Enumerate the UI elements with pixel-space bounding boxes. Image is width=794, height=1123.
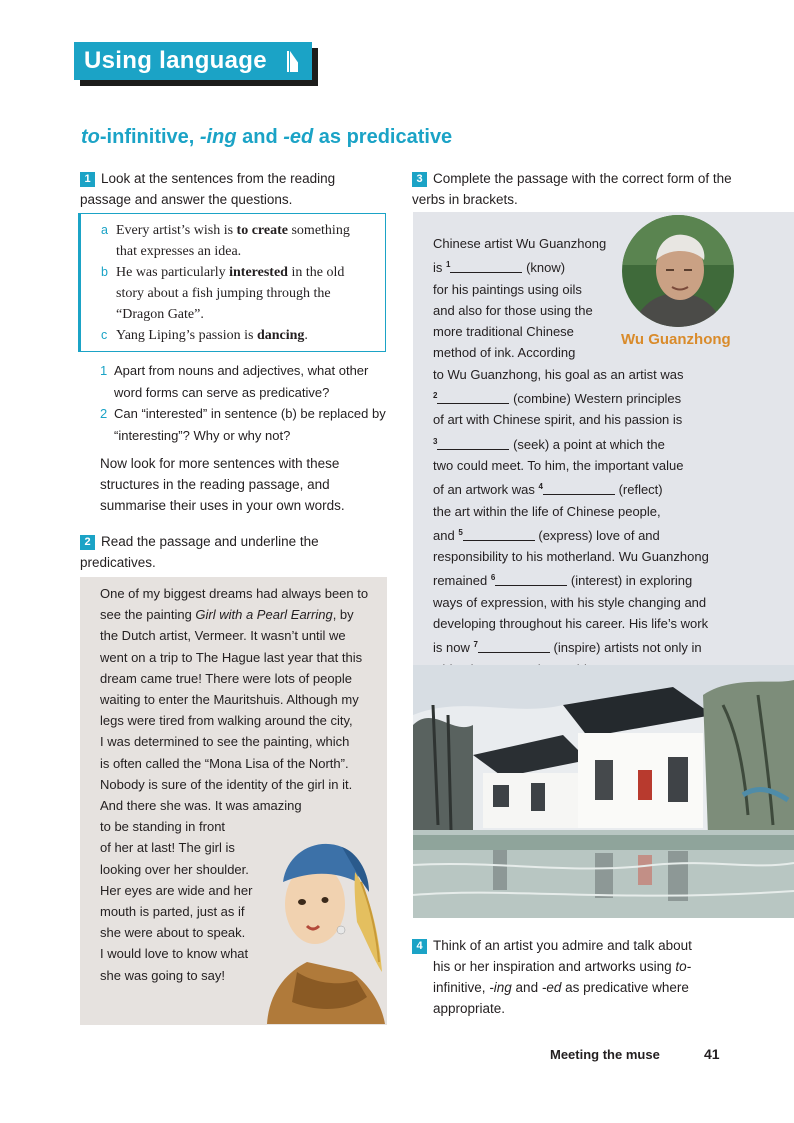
passage-line: dream came true! There were lots of people: [100, 670, 352, 686]
verb-hint: (combine) Western principles: [509, 391, 682, 407]
question-2: [100, 403, 390, 446]
line-part: remained: [433, 573, 491, 589]
title-ed: -ed: [283, 126, 314, 148]
task-4-italic: to-: [675, 959, 692, 974]
task-1-questions: [100, 360, 390, 446]
passage-line: [433, 522, 729, 546]
example-a: [99, 220, 373, 262]
answer-blank-5[interactable]: [463, 529, 535, 541]
passage-line: she were about to speak.: [100, 925, 246, 941]
blank-number: 6: [490, 573, 496, 583]
passage-line: One of my biggest dreams had always been to: [100, 586, 369, 601]
passage-line-part: see the painting: [100, 607, 196, 623]
task-4-text: as predicative where: [561, 980, 689, 995]
passage-line: more traditional Chinese: [433, 324, 574, 340]
example-text: something that expresses an idea.: [116, 223, 350, 259]
task-4-text: Think of an artist you admire and talk about: [433, 938, 692, 953]
task-3-text: Complete the passage with the correct form of the verbs in brackets.: [412, 171, 732, 207]
task-3-number: 3: [412, 172, 427, 187]
grammar-topic-title: [81, 126, 452, 149]
example-letter: b: [101, 265, 108, 279]
question-1: [100, 360, 390, 403]
answer-blank-4[interactable]: [543, 483, 615, 495]
verb-hint: (inspire) artists not only in: [549, 640, 702, 656]
passage-line: waiting to enter the Mauritshuis. Although my: [100, 692, 359, 708]
title-infinitive: -infinitive,: [99, 126, 200, 148]
passage-line: [100, 604, 390, 625]
passage-line: to Wu Guanzhong, his goal as an artist was: [433, 366, 684, 382]
example-c: [99, 325, 373, 346]
line-part: is: [433, 260, 446, 276]
answer-blank-3[interactable]: [437, 438, 509, 450]
example-text: He was particularly: [116, 265, 230, 280]
answer-blank-7[interactable]: [478, 641, 550, 653]
example-sentences-box: [80, 213, 386, 352]
passage-line-part: , by: [332, 607, 354, 623]
passage-line: for his paintings using oils: [433, 281, 582, 297]
header-title: [74, 42, 312, 80]
passage-line: to be standing in front: [100, 819, 226, 835]
passage-line: I would love to know what: [100, 946, 249, 962]
task-4-text: his or her inspiration and artworks using: [433, 959, 676, 974]
example-text: Yang Liping’s passion is: [116, 328, 257, 343]
question-number: 1: [100, 363, 108, 378]
blank-number: 7: [473, 640, 478, 650]
passage-line: is often called the “Mona Lisa of the North”.: [100, 755, 349, 771]
line-part: and: [433, 527, 459, 543]
verb-hint: (reflect): [614, 482, 663, 498]
example-b: [99, 262, 373, 325]
passage-line: the art within the life of Chinese people,: [433, 503, 661, 519]
question-text: Can “interested” in sentence (b) be replaced by “interesting”? Why or why not?: [114, 406, 386, 443]
title-ing: -ing: [199, 126, 237, 148]
example-letter: c: [101, 328, 108, 342]
header-title-text: Using language: [84, 47, 267, 74]
task-2-instruction: [80, 531, 380, 573]
passage-line: [433, 254, 729, 278]
passage-line: And there she was. It was amazing: [100, 798, 302, 814]
example-predicative: dancing: [256, 328, 305, 343]
passage-line: [433, 385, 729, 409]
answer-blank-6[interactable]: [495, 574, 567, 586]
task-1-text: Look at the sentences from the reading passage and answer the questions.: [80, 171, 336, 207]
passage-line: method of ink. According: [433, 345, 576, 361]
painting-title: Girl with a Pearl Earring: [195, 607, 333, 623]
task-4-text: appropriate.: [433, 1001, 506, 1016]
question-text: Apart from nouns and adjectives, what other word forms can serve as predicative?: [114, 363, 369, 400]
section-header: [74, 42, 318, 86]
verb-hint: (express) love of and: [534, 527, 660, 543]
passage-line: [433, 476, 729, 500]
verb-hint: (seek) a point at which the: [509, 436, 665, 452]
passage-3-text: [433, 233, 729, 680]
title-and: and: [236, 126, 284, 148]
example-predicative: interested: [229, 265, 288, 280]
now-look-instruction: Now look for more sentences with these structures in the reading passage, and summarise their uses in your own words.: [100, 456, 345, 513]
blank-number: 1: [446, 260, 451, 270]
task-4-italic: -ed: [541, 980, 562, 995]
example-text: in the old story about a fish jumping through the “Dragon Gate”.: [116, 265, 345, 322]
task-2-text: Read the passage and underline the predicatives.: [80, 534, 319, 570]
title-predicative: as predicative: [313, 126, 453, 148]
task-1-instruction: [80, 168, 380, 210]
passage-line: she was going to say!: [100, 967, 226, 983]
passage-line: and also for those using the: [433, 302, 593, 318]
passage-line: [433, 567, 729, 591]
blank-number: 5: [458, 527, 463, 537]
blank-number: 2: [433, 391, 438, 401]
verb-hint: (interest) in exploring: [567, 573, 693, 589]
passage-line: of art with Chinese spirit, and his passion is: [433, 412, 683, 428]
passage-line: I was determined to see the painting, which: [100, 734, 350, 750]
task-4-italic: -ing: [489, 980, 512, 995]
blank-number: 4: [538, 482, 543, 492]
water-town-painting: [413, 665, 794, 918]
task-4-number: 4: [412, 939, 427, 954]
verb-hint: (know): [522, 260, 566, 276]
passage-line: Chinese artist Wu Guanzhong: [433, 236, 607, 251]
passage-line: of her at last! The girl is: [100, 840, 235, 856]
passage-line: responsibility to his motherland. Wu Guanzhong: [433, 549, 709, 565]
unit-title-footer: Meeting the muse: [550, 1047, 660, 1062]
passage-line: two could meet. To him, the important value: [433, 457, 684, 473]
passage-line: [433, 431, 729, 455]
bookmark-icon: [287, 51, 298, 72]
question-number: 2: [100, 406, 108, 421]
passage-line: Her eyes are wide and her: [100, 882, 253, 898]
page-number: 41: [704, 1046, 720, 1062]
passage-line: developing throughout his career. His life’s work: [433, 616, 709, 632]
passage-line: ways of expression, with his style changing and: [433, 594, 707, 610]
title-to: to: [81, 126, 100, 148]
answer-blank-1[interactable]: [450, 261, 522, 273]
passage-line: looking over her shoulder.: [100, 861, 249, 877]
blank-number: 3: [433, 436, 438, 446]
portrait-caption: Wu Guanzhong: [621, 331, 731, 348]
example-text: .: [304, 328, 308, 343]
task-2-number: 2: [80, 535, 95, 550]
task-3-instruction: [412, 168, 732, 210]
passage-line: legs were tired from walking around the city,: [100, 713, 353, 729]
line-part: is now: [433, 640, 474, 656]
task-4-instruction: [412, 935, 732, 1019]
passage-line: went on a trip to The Hague last year that this: [100, 649, 363, 665]
example-text: Every artist’s wish is: [116, 223, 237, 238]
task-1-number: 1: [80, 172, 95, 187]
passage-line: mouth is parted, just as if: [100, 904, 245, 920]
pearl-earring-painting: [257, 822, 385, 1024]
example-letter: a: [101, 223, 108, 237]
passage-line: the Dutch artist, Vermeer. It wasn’t until we: [100, 628, 346, 644]
task-4-text: and: [511, 980, 542, 995]
passage-line: Nobody is sure of the identity of the girl in it.: [100, 776, 353, 792]
passage-line: [433, 634, 729, 658]
answer-blank-2[interactable]: [437, 392, 509, 404]
example-predicative: to create: [236, 223, 288, 238]
task-4-text: infinitive,: [433, 980, 490, 995]
line-part: of an artwork was: [433, 482, 539, 498]
